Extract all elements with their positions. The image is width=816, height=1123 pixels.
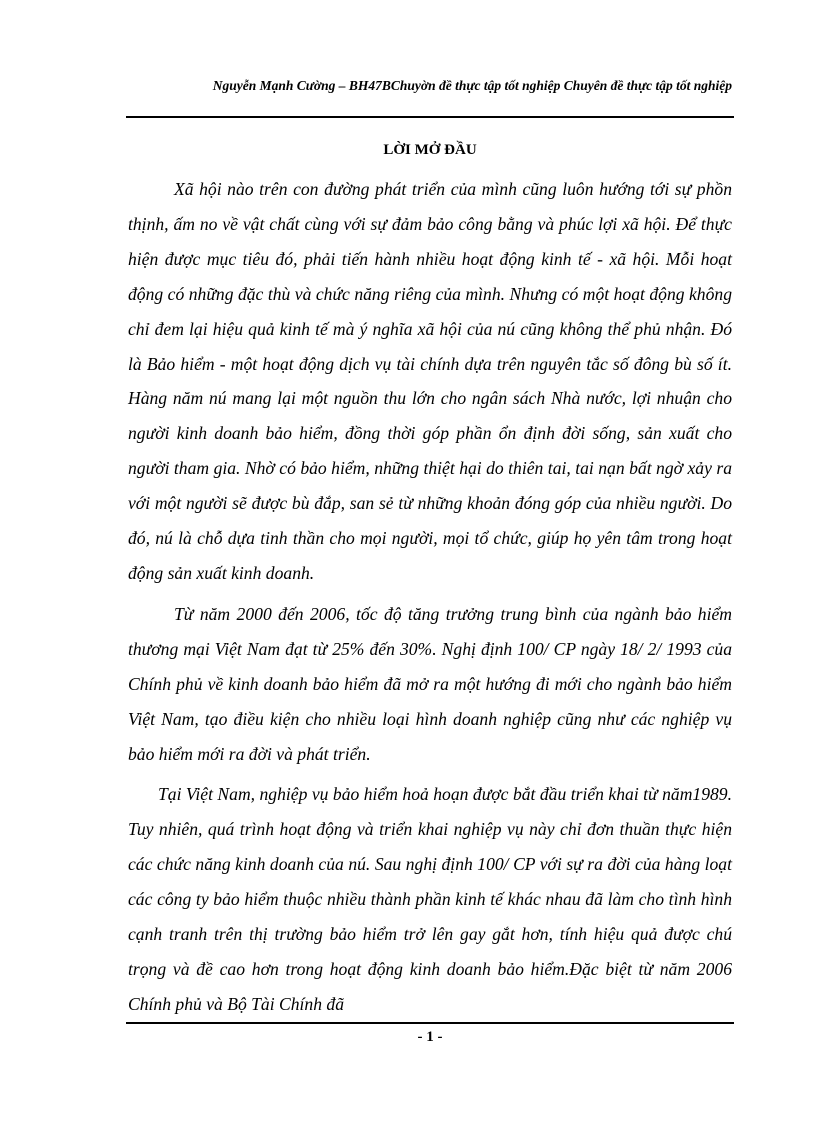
document-title: LỜI MỞ ĐẦU bbox=[383, 142, 477, 158]
paragraph-1: Xã hội nào trên con đường phát triển của mình cũng luôn hướng tới sự phồn thịnh, ấm no về vật chất cùng với sự đảm bảo công bằng và phúc lợi xã hội. Để thực hiện được mục tiêu đó, phải tiến hành nhiều hoạt động kinh tế - xã hội. Mỗi hoạt động có những đặc thù và chức năng riêng của mình. Nhưng có một hoạt động không chỉ đem lại hiệu quả kinh tế mà ý nghĩa xã hội của nú cũng không thể phủ nhận. Đó là Bảo hiểm - một hoạt động dịch vụ tài chính dựa trên nguyên tắc số đông bù số ít. Hàng năm nú mang lại một nguồn thu lớn cho ngân sách Nhà nước, lợi nhuận cho người kinh doanh bảo hiểm, đồng thời góp phần ổn định đời sống, sản xuất cho người tham gia. Nhờ có bảo hiểm, những thiệt hại do thiên tai, tai nạn bất ngờ xảy ra với một người sẽ được bù đắp, san sẻ từ những khoản đóng góp của nhiều người. Do đó, nú là chỗ dựa tinh thần cho mọi người, mọi tổ chức, giúp họ yên tâm trong hoạt động sản xuất kinh doanh. bbox=[128, 179, 732, 583]
footer-divider bbox=[126, 1022, 734, 1024]
header-divider bbox=[126, 116, 734, 118]
paragraph-2: Từ năm 2000 đến 2006, tốc độ tăng trưởng trung bình của ngành bảo hiểm thương mại Việt Nam đạt từ 25% đến 30%. Nghị định 100/ CP ngày 18/ 2/ 1993 của Chính phủ về kinh doanh bảo hiểm đã mở ra một hướng đi mới cho ngành bảo hiểm Việt Nam, tạo điều kiện cho nhiều loại hình doanh nghiệp cũng như các nghiệp vụ bảo hiểm mới ra đời và phát triển. bbox=[128, 603, 732, 764]
running-header: Nguyễn Mạnh Cường – BH47BChuyờn đề thực tập tốt nghiệp Chuyên đề thực tập tốt nghiệp bbox=[212, 78, 732, 93]
document-body bbox=[128, 172, 732, 1022]
page-number: - 1 - bbox=[417, 1029, 443, 1045]
paragraph-3: Tại Việt Nam, nghiệp vụ bảo hiểm hoả hoạn được bắt đầu triển khai từ năm1989. Tuy nhiên, quá trình hoạt động và triển khai nghiệp vụ này chỉ đơn thuần thực hiện các chức năng kinh doanh của nú. Sau nghị định 100/ CP với sự ra đời của hàng loạt các công ty bảo hiểm thuộc nhiều thành phần kinh tế khác nhau đã làm cho tình hình cạnh tranh trên thị trường bảo hiểm trở lên gay gắt hơn, tính hiệu quả được chú trọng và đề cao hơn trong hoạt động kinh doanh bảo hiểm.Đặc biệt từ năm 2006 Chính phủ và Bộ Tài Chính đã bbox=[128, 784, 732, 1014]
